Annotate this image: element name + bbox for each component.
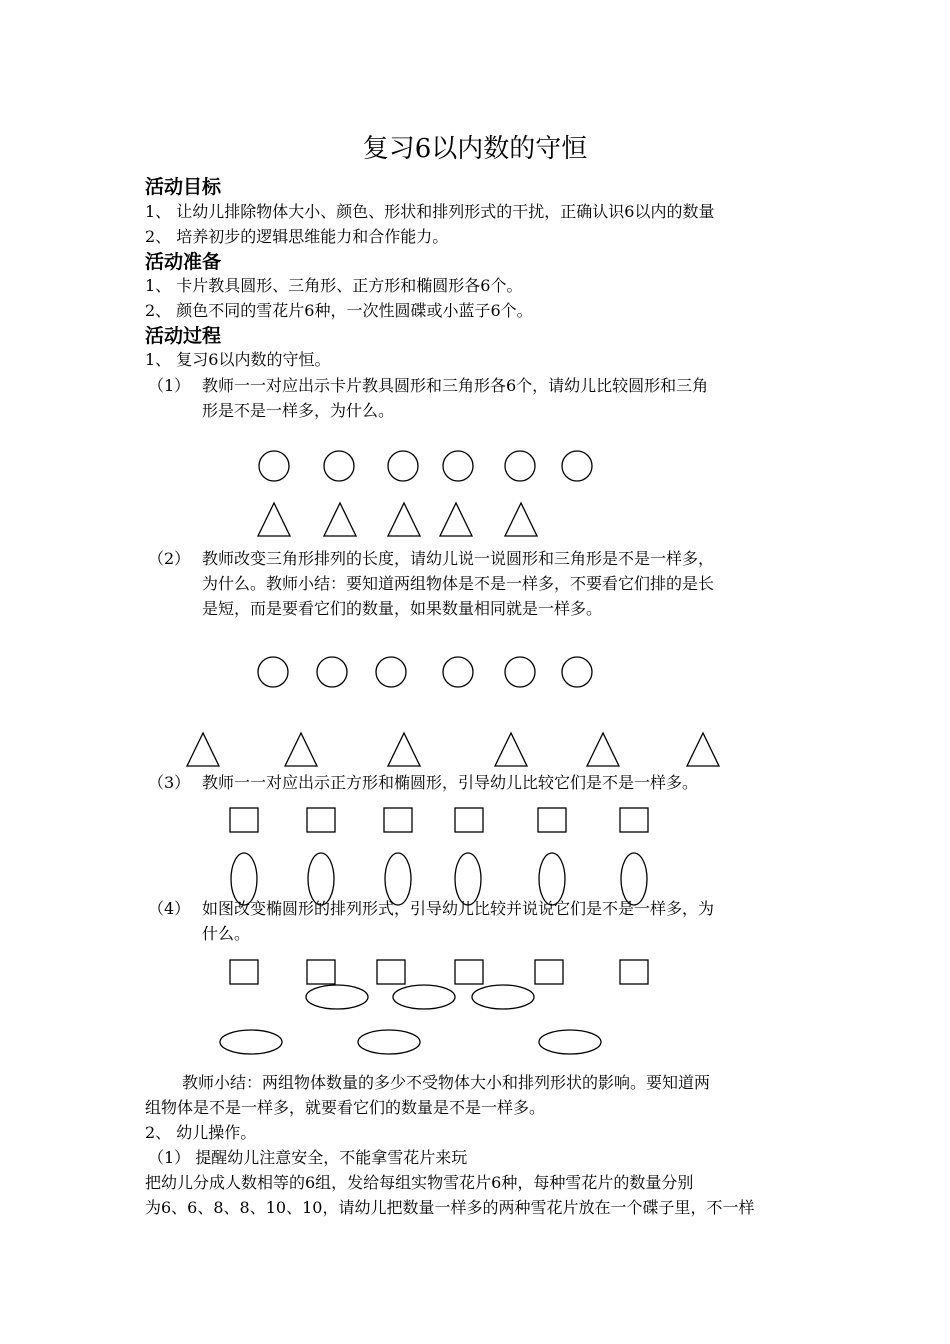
process-step-1: 1、 复习6以内数的守恒。 [145,350,331,369]
circle-shape [443,451,473,481]
p3-number: （3） [148,773,191,792]
p4-number: （4） [148,899,191,918]
triangle-shape [258,503,290,536]
p1-number: （1） [148,376,191,395]
square-shape [455,960,483,984]
prep-item-1: 1、 卡片教具圆形、三角形、正方形和椭圆形各6个。 [145,276,523,295]
ellipse-shape [308,853,334,905]
circle-shape [505,451,535,481]
square-shape [384,808,412,832]
figure-4 [220,960,648,1054]
figure-1 [258,451,592,536]
ellipse-shape [539,1030,601,1054]
triangle-shape [388,503,420,536]
triangle-shape [187,733,219,766]
ellipse-shape [231,853,257,905]
process-step-2: 2、 幼儿操作。 [145,1123,257,1142]
square-shape [307,960,335,984]
circle-shape [505,657,535,687]
square-shape [455,808,483,832]
triangle-shape [285,733,317,766]
goals-item-1: 1、 让幼儿排除物体大小、颜色、形状和排列形式的干扰，正确认识6以内的数量 [145,202,715,221]
ellipse-shape [621,853,647,905]
circle-shape [443,657,473,687]
circle-shape [376,657,406,687]
process-heading: 活动过程 [145,325,222,347]
circle-shape [324,451,354,481]
ellipse-shape [306,985,368,1009]
ellipse-shape [472,985,534,1009]
triangle-shape [687,733,719,766]
summary-line-2: 组物体是不是一样多，就要看它们的数量是不是一样多。 [145,1098,546,1117]
circle-shape [259,451,289,481]
p4-line-1: 如图改变椭圆形的排列形式，引导幼儿比较并说说它们是不是一样多，为 [202,899,715,918]
p2-line-2: 为什么。教师小结：要知道两组物体是不是一样多，不要看它们排的是长 [202,574,715,593]
ellipse-shape [358,1030,420,1054]
figure-2 [187,657,719,766]
p4-line-2: 什么。 [202,924,251,943]
ellipse-shape [455,853,481,905]
ellipse-shape [220,1030,282,1054]
p2-line-1: 教师改变三角形排列的长度，请幼儿说一说圆形和三角形是不是一样多， [202,549,715,568]
operation-line-1: 把幼儿分成人数相等的6组，发给每组实物雪花片6种，每种雪花片的数量分别 [145,1173,694,1192]
operation-line-2: 为6、6、8、8、10、10，请幼儿把数量一样多的两种雪花片放在一个碟子里，不一样 [145,1198,755,1217]
p1-line-2: 形是不是一样多，为什么。 [202,401,395,420]
ellipse-shape [385,853,411,905]
p2-line-3: 是短，而是要看它们的数量，如果数量相同就是一样多。 [202,599,603,618]
triangle-shape [388,733,420,766]
square-shape [307,808,335,832]
prep-item-2: 2、 颜色不同的雪花片6种，一次性圆碟或小蓝子6个。 [145,301,533,320]
ellipse-shape [393,985,455,1009]
page-title: 复习6以内数的守恒 [362,134,588,164]
circle-shape [317,657,347,687]
triangle-shape [440,503,472,536]
triangle-shape [505,503,537,536]
p1-line-1: 教师一一对应出示卡片教具圆形和三角形各6个，请幼儿比较圆形和三角 [202,376,709,395]
operation-item-1: （1） 提醒幼儿注意安全，不能拿雪花片来玩 [148,1148,468,1167]
summary-line-1: 教师小结：两组物体数量的多少不受物体大小和排列形状的影响。要知道两 [182,1073,711,1092]
circle-shape [562,657,592,687]
circle-shape [388,451,418,481]
goals-item-2: 2、 培养初步的逻辑思维能力和合作能力。 [145,227,449,246]
square-shape [230,960,258,984]
circle-shape [562,451,592,481]
prep-heading: 活动准备 [145,251,222,273]
square-shape [620,960,648,984]
square-shape [377,960,405,984]
square-shape [535,960,563,984]
square-shape [230,808,258,832]
circle-shape [258,657,288,687]
square-shape [620,808,648,832]
goals-heading: 活动目标 [145,176,222,198]
p2-number: （2） [148,549,191,568]
figure-3 [230,808,648,905]
triangle-shape [324,503,356,536]
square-shape [538,808,566,832]
p3-line-1: 教师一一对应出示正方形和椭圆形，引导幼儿比较它们是不是一样多。 [202,773,699,792]
triangle-shape [587,733,619,766]
ellipse-shape [539,853,565,905]
triangle-shape [495,733,527,766]
